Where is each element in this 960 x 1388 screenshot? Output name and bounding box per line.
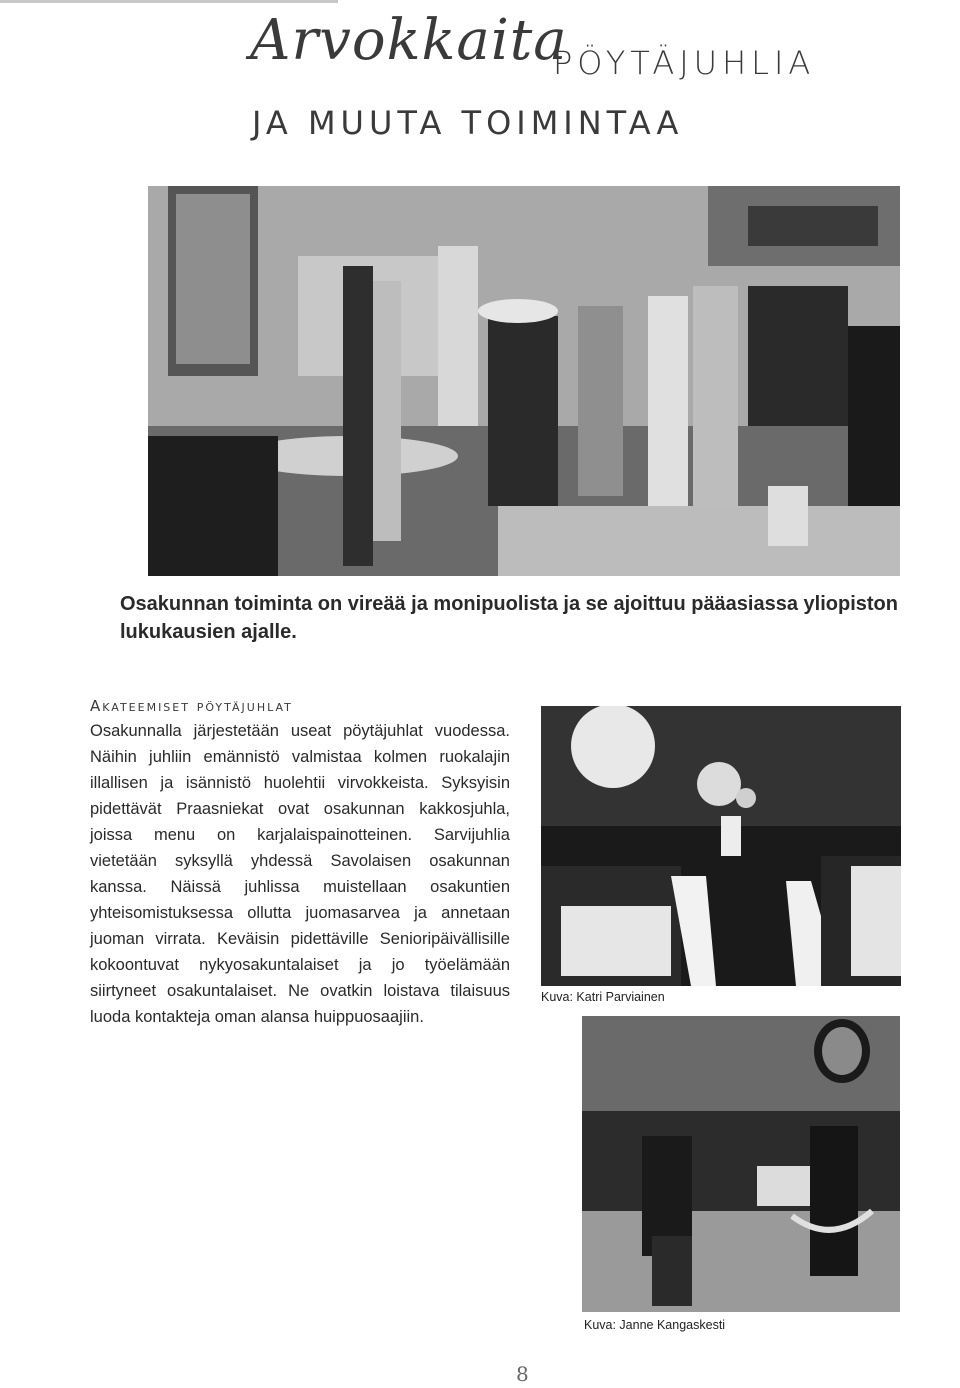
section-heading: Akateemiset pöytäjuhlat xyxy=(90,697,293,715)
photo-ceremony xyxy=(582,1016,900,1312)
photo-students-room xyxy=(148,186,900,576)
title-caps-line1: PÖYTÄJUHLIA xyxy=(553,44,816,82)
title-script: Arvokkaita xyxy=(250,8,568,73)
photo2-caption: Kuva: Katri Parviainen xyxy=(541,990,665,1004)
photo-banquet-hall xyxy=(541,706,901,986)
top-rule xyxy=(0,0,338,3)
section-body: Osakunnalla järjestetään useat pöytäjuhlat vuodessa. Näihin juhliin emännistö valmistaa kolmen ruokalajin illallisen ja isännistö huolehtii virvokkeista. Syksyisin pidettävät Praasniekat ovat osakunnan kakkosjuhla, joissa menu on karjalaispainotteinen. Sarvijuhlia vietetään syksyllä yhdessä Savolaisen osakunnan kanssa. Näissä juhlissa muistellaan osakuntien yhteisomistuksessa ollutta juomasarvea ja annetaan juoman virrata. Keväisin pidettäville Senioripäivällisille kokoontuvat nykyosakuntalaiset ja jo työelämään siirtyneet osakuntalaiset. Ne ovatkin loistava tilaisuus luoda kontakteja oman alansa huippuosaajiin. xyxy=(90,722,510,1026)
page-number: 8 xyxy=(516,1362,529,1386)
lead-paragraph: Osakunnan toiminta on vireää ja monipuolista ja se ajoittuu pääasiassa yliopiston lukukausien ajalle. xyxy=(120,593,898,643)
title-caps-line2: JA MUUTA TOIMINTAA xyxy=(252,104,684,142)
photo3-caption: Kuva: Janne Kangaskesti xyxy=(584,1318,726,1332)
